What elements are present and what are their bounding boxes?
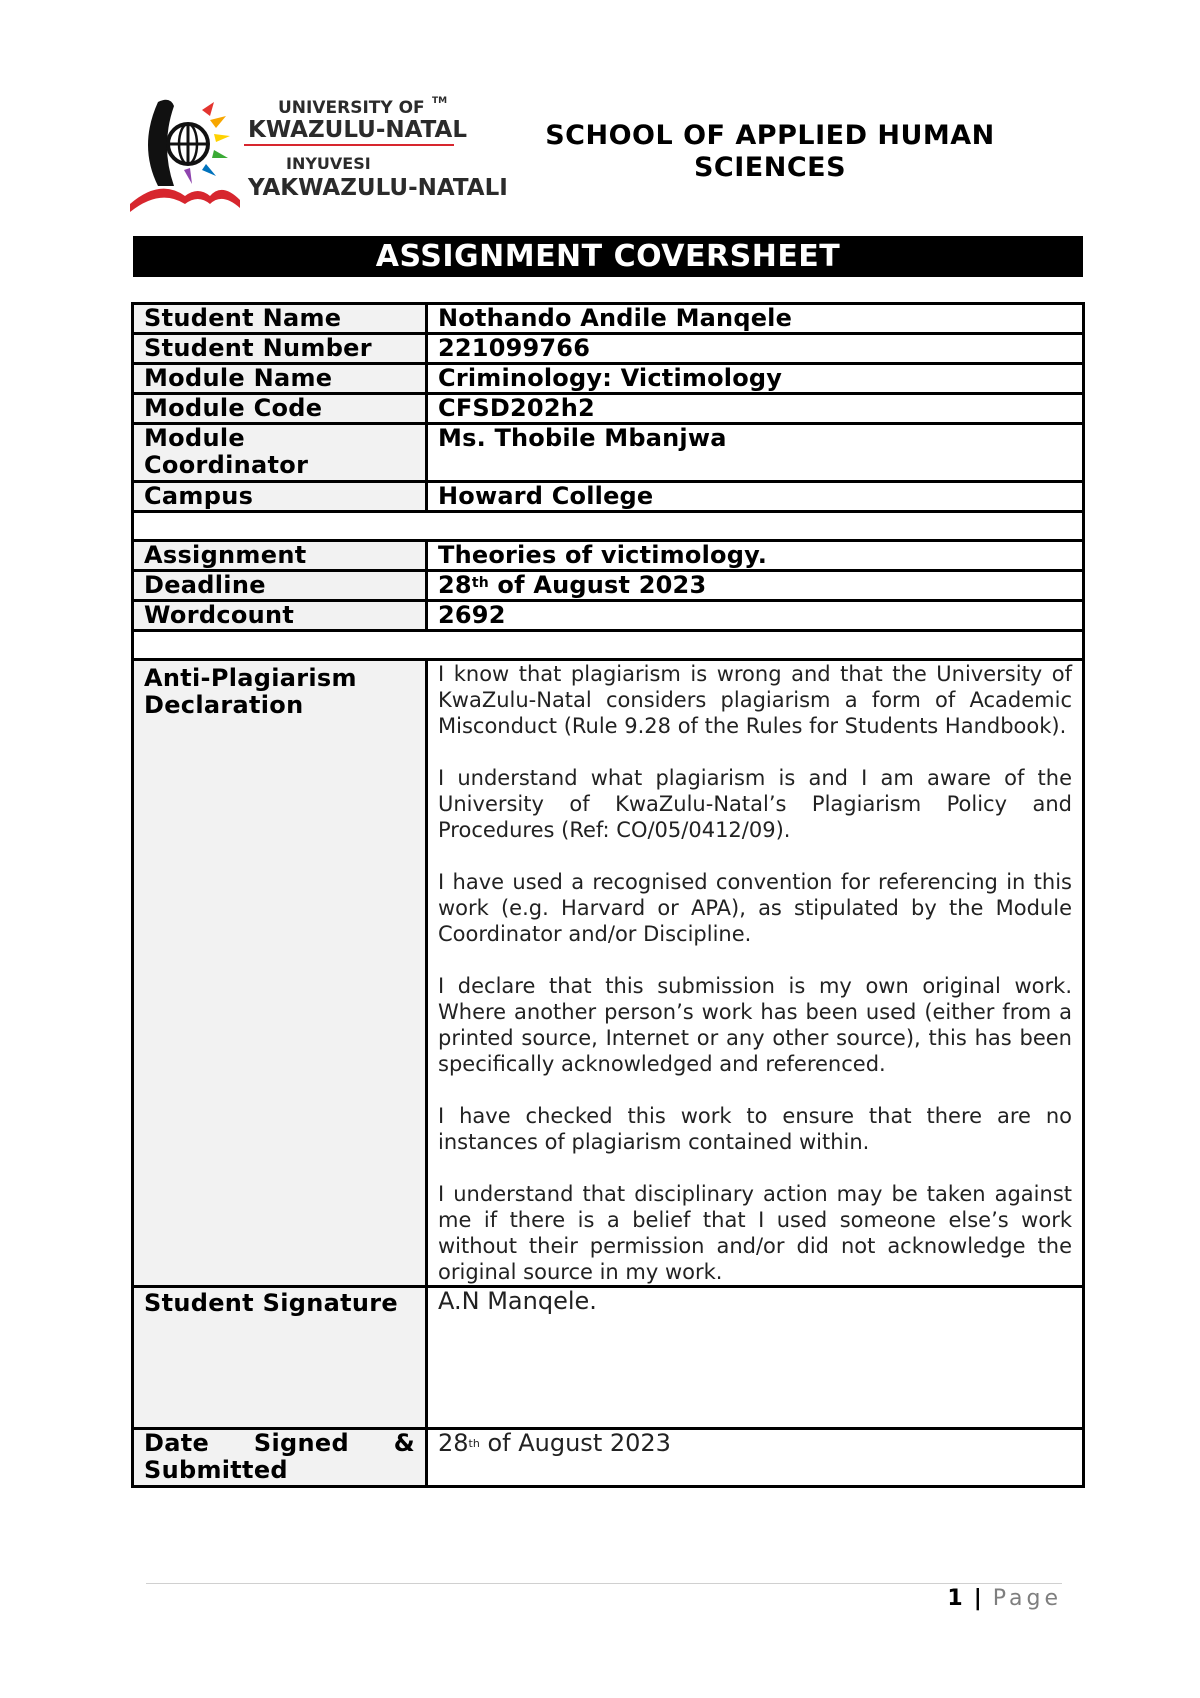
signature-value: A.N Manqele.	[427, 1287, 1084, 1429]
assignment-value: Theories of victimology.	[427, 541, 1084, 571]
table-row	[133, 394, 1084, 424]
declaration-text	[427, 660, 1084, 1287]
student-name-label: Student Name	[133, 304, 427, 334]
module-coordinator-label-line-1: Module	[144, 424, 245, 452]
module-name-value: Criminology: Victimology	[427, 364, 1084, 394]
coversheet-table	[131, 302, 1085, 1488]
school-name	[520, 120, 1020, 184]
coversheet-title: ASSIGNMENT COVERSHEET	[133, 236, 1083, 277]
deadline-rest: of August 2023	[488, 571, 707, 599]
declaration-paragraph: I know that plagiarism is wrong and that the University of KwaZulu-Natal considers plagiarism a form of Academic Misconduct (Rule 9.28 of the Rules for Students Handbook).	[438, 662, 1072, 738]
date-signed-label-line-1: Date Signed &	[144, 1429, 415, 1457]
declaration-label	[133, 660, 427, 1287]
module-code-value: CFSD202h2	[427, 394, 1084, 424]
wordcount-label: Wordcount	[133, 601, 427, 631]
wordcount-value: 2692	[427, 601, 1084, 631]
table-row	[133, 541, 1084, 571]
table-row-spacer	[133, 631, 1084, 660]
table-row-spacer	[133, 512, 1084, 541]
deadline-value	[427, 571, 1084, 601]
declaration-paragraph: I have checked this work to ensure that there are no instances of plagiarism contained within.	[438, 1104, 1072, 1154]
table-row	[133, 1287, 1084, 1429]
deadline-day: 28	[438, 571, 472, 599]
module-coordinator-label-line-2: Coordinator	[144, 451, 309, 479]
declaration-paragraph: I have used a recognised convention for referencing in this work (e.g. Harvard or APA), as stipulated by the Module Coordinator and/or Discipline.	[438, 870, 1072, 946]
ukzn-logo	[130, 96, 508, 214]
table-row	[133, 334, 1084, 364]
spacer-cell	[133, 512, 1084, 541]
declaration-paragraph: I understand what plagiarism is and I am aware of the University of KwaZulu-Natal’s Plagiarism Policy and Procedures (Ref: CO/05/0412/09).	[438, 766, 1072, 842]
student-number-label: Student Number	[133, 334, 427, 364]
table-row	[133, 1429, 1084, 1487]
page-footer	[947, 1586, 1062, 1611]
module-coordinator-label	[133, 424, 427, 482]
campus-value: Howard College	[427, 482, 1084, 512]
declaration-paragraph: I understand that disciplinary action may be taken against me if there is a belief that I used someone else’s work without their permission and/or did not acknowledge the original source in my work.	[438, 1182, 1072, 1284]
date-signed-suffix: th	[468, 1437, 480, 1450]
module-code-label: Module Code	[133, 394, 427, 424]
declaration-label-line-1: Anti-Plagiarism	[144, 664, 357, 692]
table-row	[133, 304, 1084, 334]
logo-line-4: YAKWAZULU-NATALI	[248, 175, 508, 201]
table-row	[133, 482, 1084, 512]
signature-label: Student Signature	[133, 1287, 427, 1429]
student-number-value: 221099766	[427, 334, 1084, 364]
date-signed-label-line-2: Submitted	[144, 1456, 288, 1484]
deadline-suffix: th	[471, 575, 489, 591]
table-row	[133, 424, 1084, 482]
logo-line-1: UNIVERSITY OF	[278, 98, 425, 118]
table-row	[133, 601, 1084, 631]
date-signed-value	[427, 1429, 1084, 1487]
logo-line-3: INYUVESI	[286, 154, 371, 173]
assignment-label: Assignment	[133, 541, 427, 571]
footer-separator: |	[973, 1586, 982, 1611]
school-line-2: SCIENCES	[693, 152, 847, 183]
logo-line-2: KWAZULU-NATAL	[248, 117, 467, 143]
page-word: Page	[992, 1586, 1062, 1611]
module-name-label: Module Name	[133, 364, 427, 394]
date-signed-rest: of August 2023	[479, 1429, 671, 1457]
table-row	[133, 571, 1084, 601]
declaration-paragraph: I declare that this submission is my own original work. Where another person’s work has been used (either from a printed source, Internet or any other source), this has been specifically acknowledged and referenced.	[438, 974, 1072, 1076]
table-row	[133, 364, 1084, 394]
date-signed-label	[133, 1429, 427, 1487]
deadline-label: Deadline	[133, 571, 427, 601]
module-coordinator-value: Ms. Thobile Mbanjwa	[427, 424, 1084, 482]
school-line-1: SCHOOL OF APPLIED HUMAN	[545, 120, 995, 151]
campus-label: Campus	[133, 482, 427, 512]
logo-trademark: TM	[432, 96, 448, 106]
student-name-value: Nothando Andile Manqele	[427, 304, 1084, 334]
spacer-cell	[133, 631, 1084, 660]
table-row	[133, 660, 1084, 1287]
footer-divider	[146, 1583, 1062, 1584]
declaration-label-line-2: Declaration	[144, 691, 304, 719]
page-number: 1	[947, 1586, 963, 1611]
date-signed-day: 28	[438, 1429, 469, 1457]
